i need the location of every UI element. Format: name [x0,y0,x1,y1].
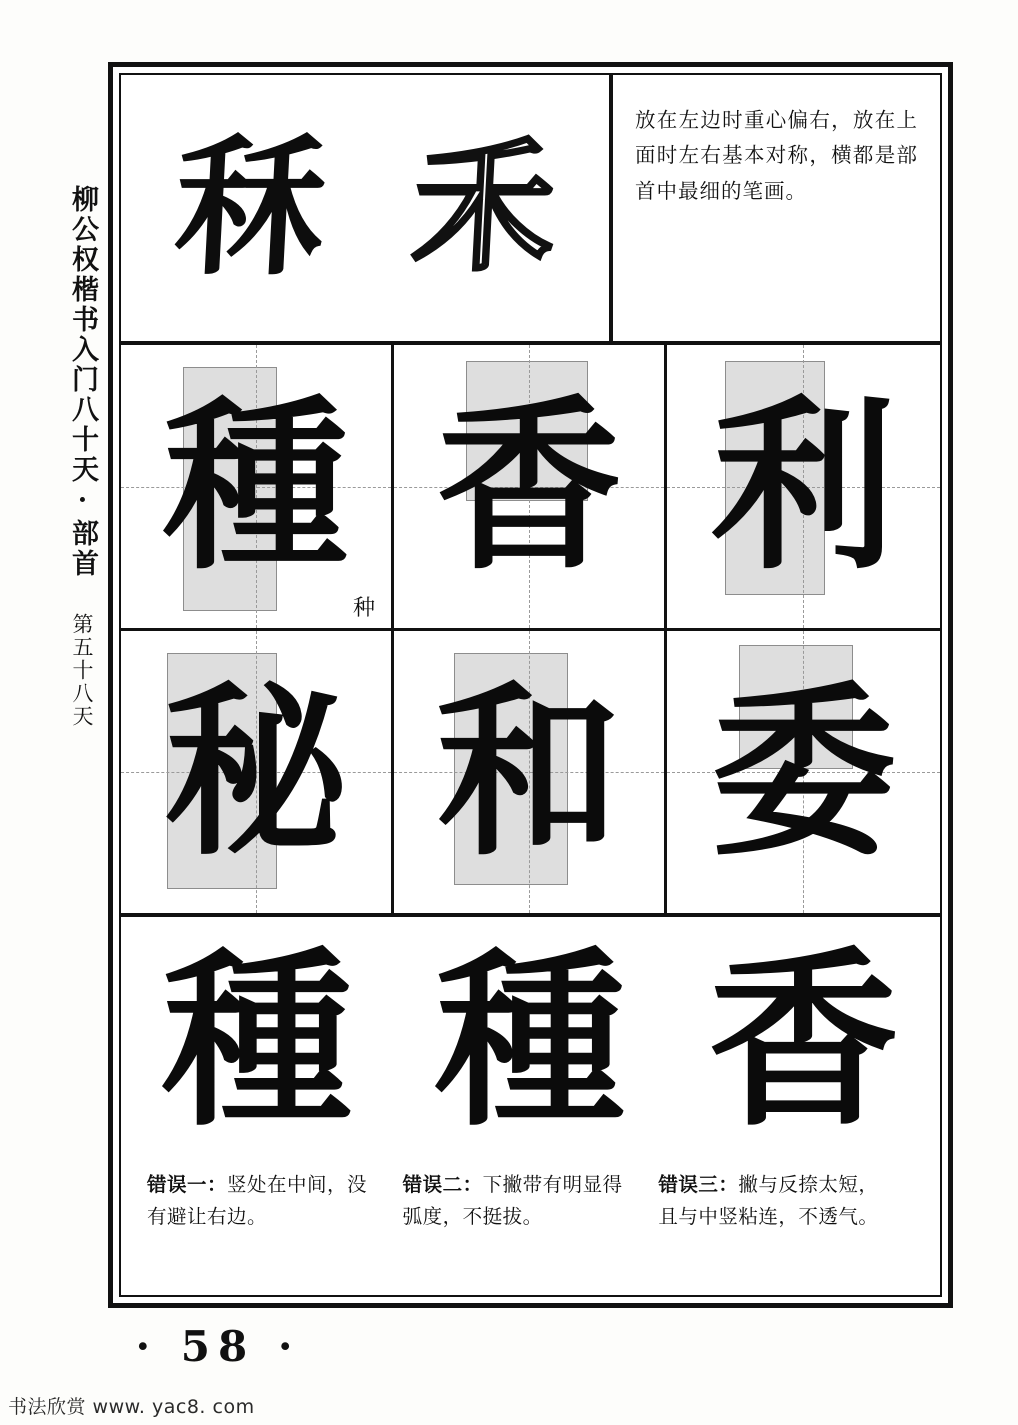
error-caption [658,1169,914,1232]
example-character: 種 [163,377,349,595]
book-side-title [52,185,98,728]
footer-credit: 书法欣赏 www. yac8. com [8,1396,255,1418]
error-caption-label: 错误二： [402,1173,483,1196]
simplified-form-label: 种 [352,596,375,621]
grid-cell [121,631,394,917]
error-character: 種 [435,929,626,1152]
error-caption-text: 下撇带有明显得弧度，不挺拔。 [402,1173,623,1228]
radical-note-text: 放在左边时重心偏右，放在上面时左右基本对称，横都是部首中最细的笔画。 [635,108,918,203]
error-caption [403,1169,659,1232]
example-grid [121,345,940,917]
side-title-main: 柳公权楷书入门八十天·部首 [67,185,98,579]
grid-cell [667,631,940,917]
error-character: 香 [708,929,899,1152]
grid-cell [394,631,667,917]
page-number: · 58 · [135,1322,301,1371]
error-caption-text: 竖处在中间，没有避让右边。 [147,1173,368,1228]
error-caption-text: 撇与反捺太短，且与中竖粘连，不透气。 [658,1173,879,1228]
example-character: 和 [436,662,622,881]
radical-sample-outline: 禾 [408,125,560,291]
radical-header-row [121,75,940,345]
error-caption-label: 错误三： [658,1173,739,1196]
example-character: 秘 [163,662,349,881]
error-caption [147,1169,403,1232]
radical-note-box [613,75,940,341]
grid-cell [667,345,940,631]
error-caption-row [121,1165,940,1232]
error-section [121,917,940,1295]
radical-sample-solid: 秝 [170,120,330,296]
grid-cell [394,345,667,631]
lesson-plate [108,62,953,1308]
error-character: 種 [162,929,353,1152]
side-title-sub: 第五十八天 [70,613,94,728]
grid-cell [121,345,394,631]
lesson-plate-inner [119,73,942,1297]
example-character: 委 [710,662,896,881]
example-character: 香 [436,377,622,595]
error-caption-label: 错误一： [147,1173,228,1196]
radical-sample-box [121,75,613,341]
example-character: 利 [710,377,896,595]
error-character-row [121,917,940,1165]
